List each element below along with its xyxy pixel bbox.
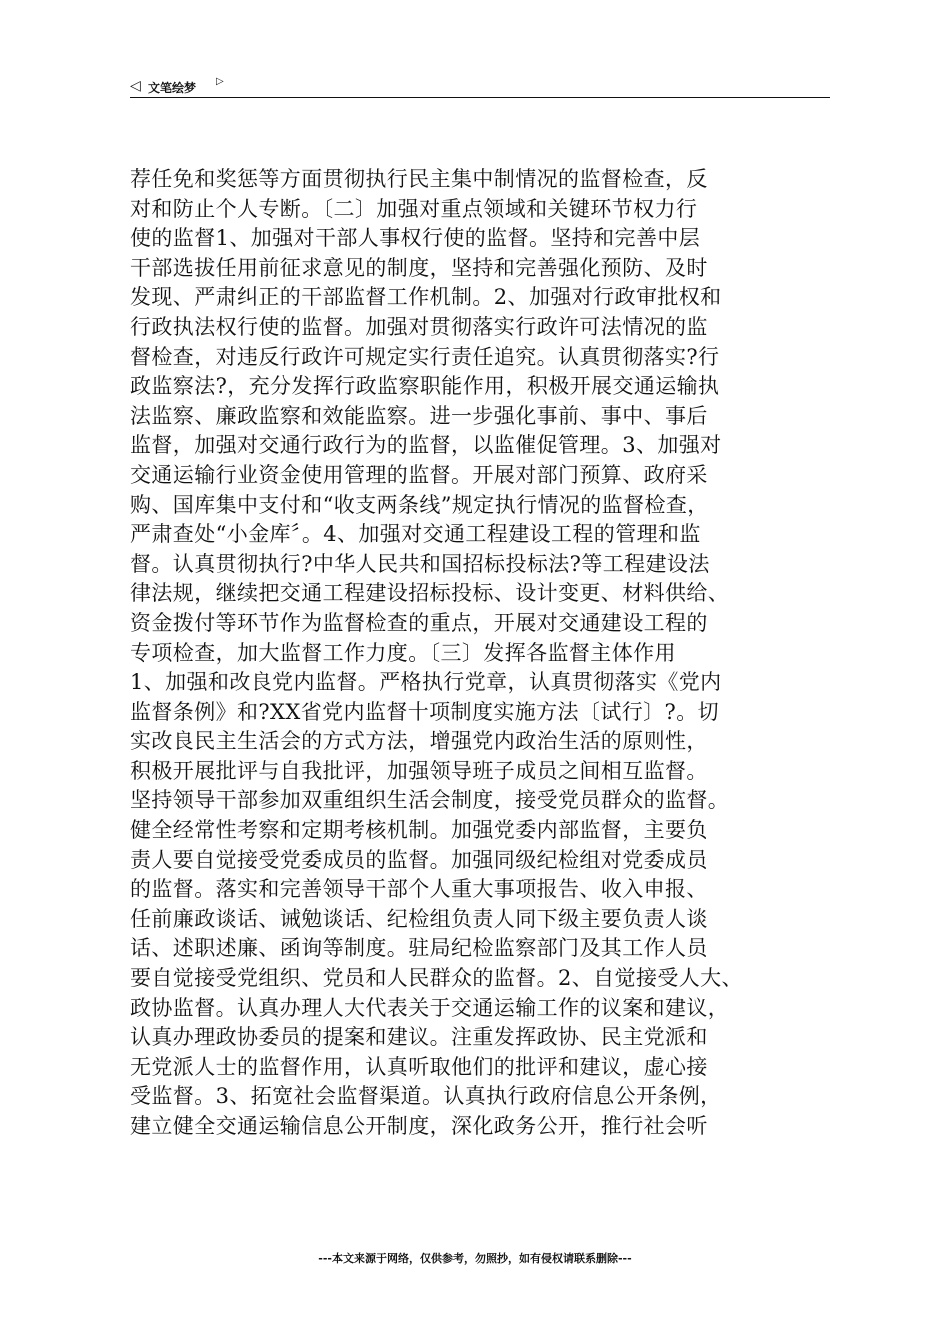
header-divider xyxy=(130,97,830,98)
text-line: 发现、严肃纠正的干部监督工作机制。2、加强对行政审批权和 xyxy=(130,285,722,310)
text-line: 干部选拔任用前征求意见的制度，坚持和完善强化预防、及时 xyxy=(130,255,708,280)
text-line: 资金拨付等环节作为监督检查的重点，开展对交通建设工程的 xyxy=(130,610,708,635)
text-line: 要自觉接受党组织、党员和人民群众的监督。2、自觉接受人大、 xyxy=(130,966,743,991)
text-line: 责人要自觉接受党委成员的监督。加强同级纪检组对党委成员 xyxy=(130,847,708,872)
text-line: 监督，加强对交通行政行为的监督，以监催促管理。3、加强对 xyxy=(130,433,722,458)
triangle-right-icon: ▷ xyxy=(216,76,224,87)
text-line: 购、国库集中支付和“收支两条线”规定执行情况的监督检查， xyxy=(130,492,709,517)
text-line: 健全经常性考察和定期考核机制。加强党委内部监督，主要负 xyxy=(130,818,708,843)
text-line: 督。认真贯彻执行?中华人民共和国招标投标法?等工程建设法 xyxy=(130,551,710,576)
text-line: 监督条例》和?XX省党内监督十项制度实施方法〔试行〕?。切 xyxy=(130,699,720,724)
text-line: 积极开展批评与自我批评，加强领导班子成员之间相互监督。 xyxy=(130,758,708,783)
page-header xyxy=(130,76,830,98)
text-line: 坚持领导干部参加双重组织生活会制度，接受党员群众的监督。 xyxy=(130,788,730,813)
text-line: 1、加强和改良党内监督。严格执行党章，认真贯彻落实《党内 xyxy=(130,670,722,695)
text-line: 严肃查处“小金库〞。4、加强对交通工程建设工程的管理和监 xyxy=(130,522,701,547)
text-line: 使的监督1、加强对干部人事权行使的监督。坚持和完善中层 xyxy=(130,226,701,251)
text-line: 话、述职述廉、函询等制度。驻局纪检监察部门及其工作人员 xyxy=(130,936,708,961)
footer-note: ---本文来源于网络，仅供参考，勿照抄，如有侵权请联系删除--- xyxy=(318,1252,632,1265)
body-text xyxy=(130,165,850,1142)
header-title: 文笔绘梦 xyxy=(148,81,197,95)
text-line: 法监察、廉政监察和效能监察。进一步强化事前、事中、事后 xyxy=(130,403,708,428)
text-line: 律法规，继续把交通工程建设招标投标、设计变更、材料供给、 xyxy=(130,581,730,606)
text-line: 荐任免和奖惩等方面贯彻执行民主集中制情况的监督检查，反 xyxy=(130,167,708,191)
text-line: 认真办理政协委员的提案和建议。注重发挥政协、民主党派和 xyxy=(130,1025,708,1050)
text-line: 政协监督。认真办理人大代表关于交通运输工作的议案和建议， xyxy=(130,995,730,1020)
text-line: 行政执法权行使的监督。加强对贯彻落实行政许可法情况的监 xyxy=(130,314,708,339)
text-line: 政监察法?，充分发挥行政监察职能作用，积极开展交通运输执 xyxy=(130,374,720,399)
text-line: 对和防止个人专断。〔二〕加强对重点领域和关键环节权力行 xyxy=(130,196,698,221)
triangle-left-icon: ◁ xyxy=(130,78,141,94)
text-line: 专项检查，加大监督工作力度。〔三〕发挥各监督主体作用 xyxy=(130,640,676,665)
text-line: 建立健全交通运输信息公开制度，深化政务公开，推行社会听 xyxy=(130,1114,708,1138)
text-line: 无党派人士的监督作用，认真听取他们的批评和建议，虚心接 xyxy=(130,1054,708,1079)
text-line: 交通运输行业资金使用管理的监督。开展对部门预算、政府采 xyxy=(130,462,708,487)
text-line: 受监督。3、拓宽社会监督渠道。认真执行政府信息公开条例， xyxy=(130,1084,722,1109)
text-line: 的监督。落实和完善领导干部个人重大事项报告、收入申报、 xyxy=(130,877,708,902)
text-line: 督检查，对违反行政许可规定实行责任追究。认真贯彻落实?行 xyxy=(130,344,720,369)
text-line: 实改良民主生活会的方式方法，增强党内政治生活的原则性， xyxy=(130,729,708,754)
text-line: 任前廉政谈话、诫勉谈话、纪检组负责人同下级主要负责人谈 xyxy=(130,906,708,931)
